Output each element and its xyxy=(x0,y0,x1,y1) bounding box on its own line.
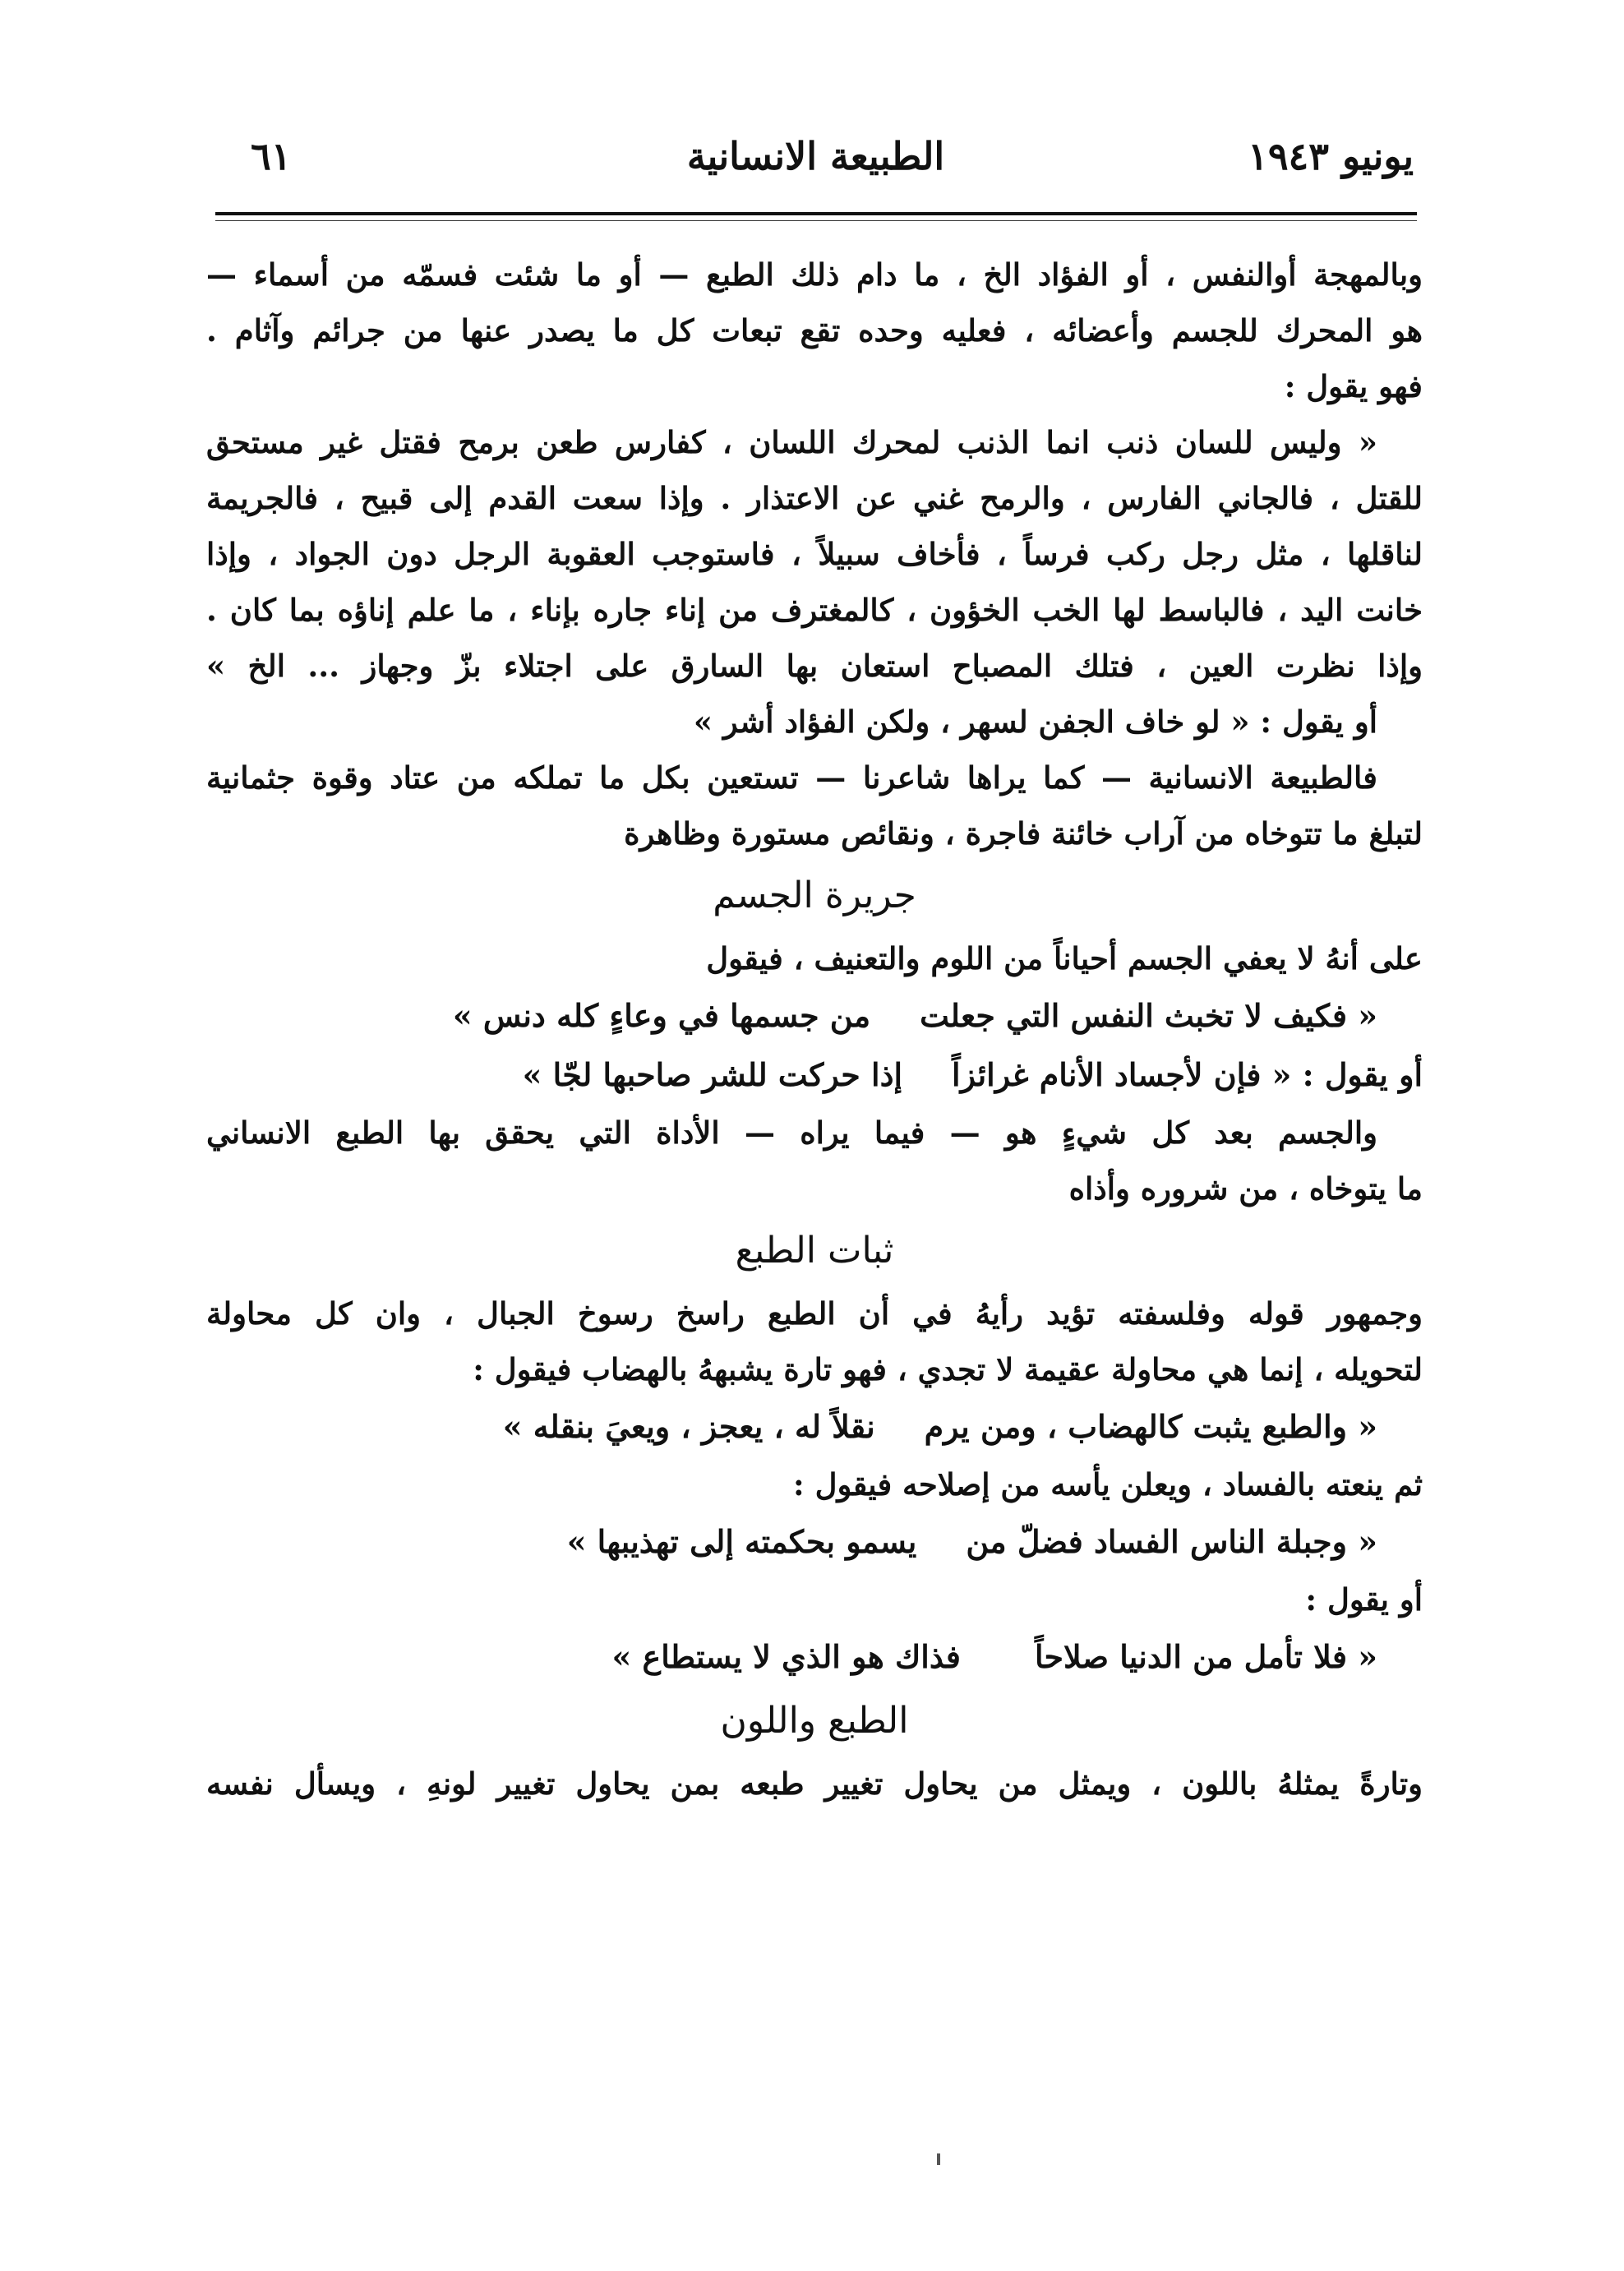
verse-hemistich: إذا حركت للشر صاحبها لجّا » xyxy=(522,1056,903,1093)
text-line: فالطبيعة الانسانية — كما يراها شاعرنا — تستعين بكل ما تملكه من عتاد وقوة جثمانية xyxy=(206,759,1377,796)
section-heading: جريرة الجسم xyxy=(713,875,916,916)
section-heading: ثبات الطبع xyxy=(735,1230,894,1272)
quote-line: وإذا نظرت العين ، فتلك المصباح استعان بها السارق على اجتلاء بزّ وجهاز ... الخ » xyxy=(206,648,1423,684)
body-text xyxy=(206,247,1423,1812)
text-line: على أنهُ لا يعفي الجسم أحياناً من اللوم والتعنيف ، فيقول xyxy=(706,940,1423,976)
quote-line: للقتل ، فالجاني الفارس ، والرمح غني عن الاعتذار . وإذا سعت القدم إلى قبيح ، فالجريمة xyxy=(206,480,1423,516)
header-date: يونيو ١٩٤٣ xyxy=(1248,134,1414,178)
text-line: فهو يقول : xyxy=(1284,368,1423,404)
text-line: ثم ينعته بالفساد ، ويعلن يأسه من إصلاحه فيقول : xyxy=(793,1466,1423,1502)
running-header xyxy=(218,123,1414,189)
verse-hemistich: « فلا تأمل من الدنيا صلاحاً xyxy=(1034,1638,1377,1675)
text-line: وتارةً يمثلهُ باللون ، ويمثل من يحاول تغيير طبعه بمن يحاول تغيير لونهِ ، ويسأل نفسه xyxy=(206,1766,1423,1802)
verse-hemistich: « فكيف لا تخبث النفس التي جعلت xyxy=(920,997,1377,1034)
verse-hemistich: يسمو بحكمته إلى تهذيبها » xyxy=(566,1523,917,1560)
verse-hemistich: « وجبلة الناس الفساد فضلّ من xyxy=(966,1523,1377,1560)
section-heading: الطبع واللون xyxy=(720,1700,909,1742)
header-rule-thin xyxy=(215,220,1417,221)
verse-line xyxy=(206,1045,1423,1105)
header-rule xyxy=(215,212,1417,215)
verse-line xyxy=(206,1397,1423,1456)
quote-line: « وليس للسان ذنب انما الذنب لمحرك اللسان ، كفارس طعن برمح فقتل غير مستحق xyxy=(206,424,1377,460)
text-line: وجمهور قوله وفلسفته تؤيد رأيهُ في أن الطبع راسخ رسوخ الجبال ، وان كل محاولة xyxy=(206,1295,1423,1332)
verse-line xyxy=(206,1512,1423,1572)
verse-hemistich: أو يقول : « فإن لأجساد الأنام غرائزاً xyxy=(952,1056,1423,1093)
header-title: الطبيعة الانسانية xyxy=(686,134,945,178)
verse-line xyxy=(206,1627,1423,1687)
quote-line: خانت اليد ، فالباسط لها الخب الخؤون ، كالمغترف من إناء جاره بإناء ، ما علم إناؤه بما كان . xyxy=(206,592,1423,628)
text-line: هو المحرك للجسم وأعضائه ، فعليه وحده تقع تبعات كل ما يصدر عنها من جرائم وآثام . xyxy=(206,312,1423,348)
text-line: والجسم بعد كل شيءٍ هو — فيما يراه — الأداة التي يحقق بها الطبع الانساني xyxy=(206,1115,1377,1151)
text-line: أو يقول : xyxy=(1305,1581,1423,1618)
verse-hemistich: نقلاً له ، يعجز ، ويعيَ بنقله » xyxy=(502,1408,875,1445)
page-number: ٦١ xyxy=(251,134,292,178)
quote-line: لناقلها ، مثل رجل ركب فرساً ، فأخاف سبيلاً ، فاستوجب العقوبة الرجل دون الجواد ، وإذا xyxy=(206,536,1423,572)
text-line: لتبلغ ما تتوخاه من آراب خائنة فاجرة ، ونقائص مستورة وظاهرة xyxy=(624,815,1423,852)
text-line: أو يقول : « لو خاف الجفن لسهر ، ولكن الفؤاد أشر » xyxy=(693,704,1377,740)
verse-line xyxy=(206,986,1423,1045)
text-line: لتحويله ، إنما هي محاولة عقيمة لا تجدي ، فهو تارة يشبههُ بالهضاب فيقول : xyxy=(473,1351,1423,1387)
text-line: ما يتوخاه ، من شروره وأذاه xyxy=(1068,1170,1423,1207)
text-line: وبالمهجة أوالنفس ، أو الفؤاد الخ ، ما دام ذلك الطبع — أو ما شئت فسمّه من أسماء — xyxy=(206,256,1423,293)
verse-hemistich: فذاك هو الذي لا يستطاع » xyxy=(611,1638,961,1675)
verse-hemistich: « والطبع يثبت كالهضاب ، ومن يرم xyxy=(924,1408,1377,1445)
verse-hemistich: من جسمها في وعاءٍ كله دنس » xyxy=(452,997,871,1034)
page-mark xyxy=(937,2153,940,2165)
